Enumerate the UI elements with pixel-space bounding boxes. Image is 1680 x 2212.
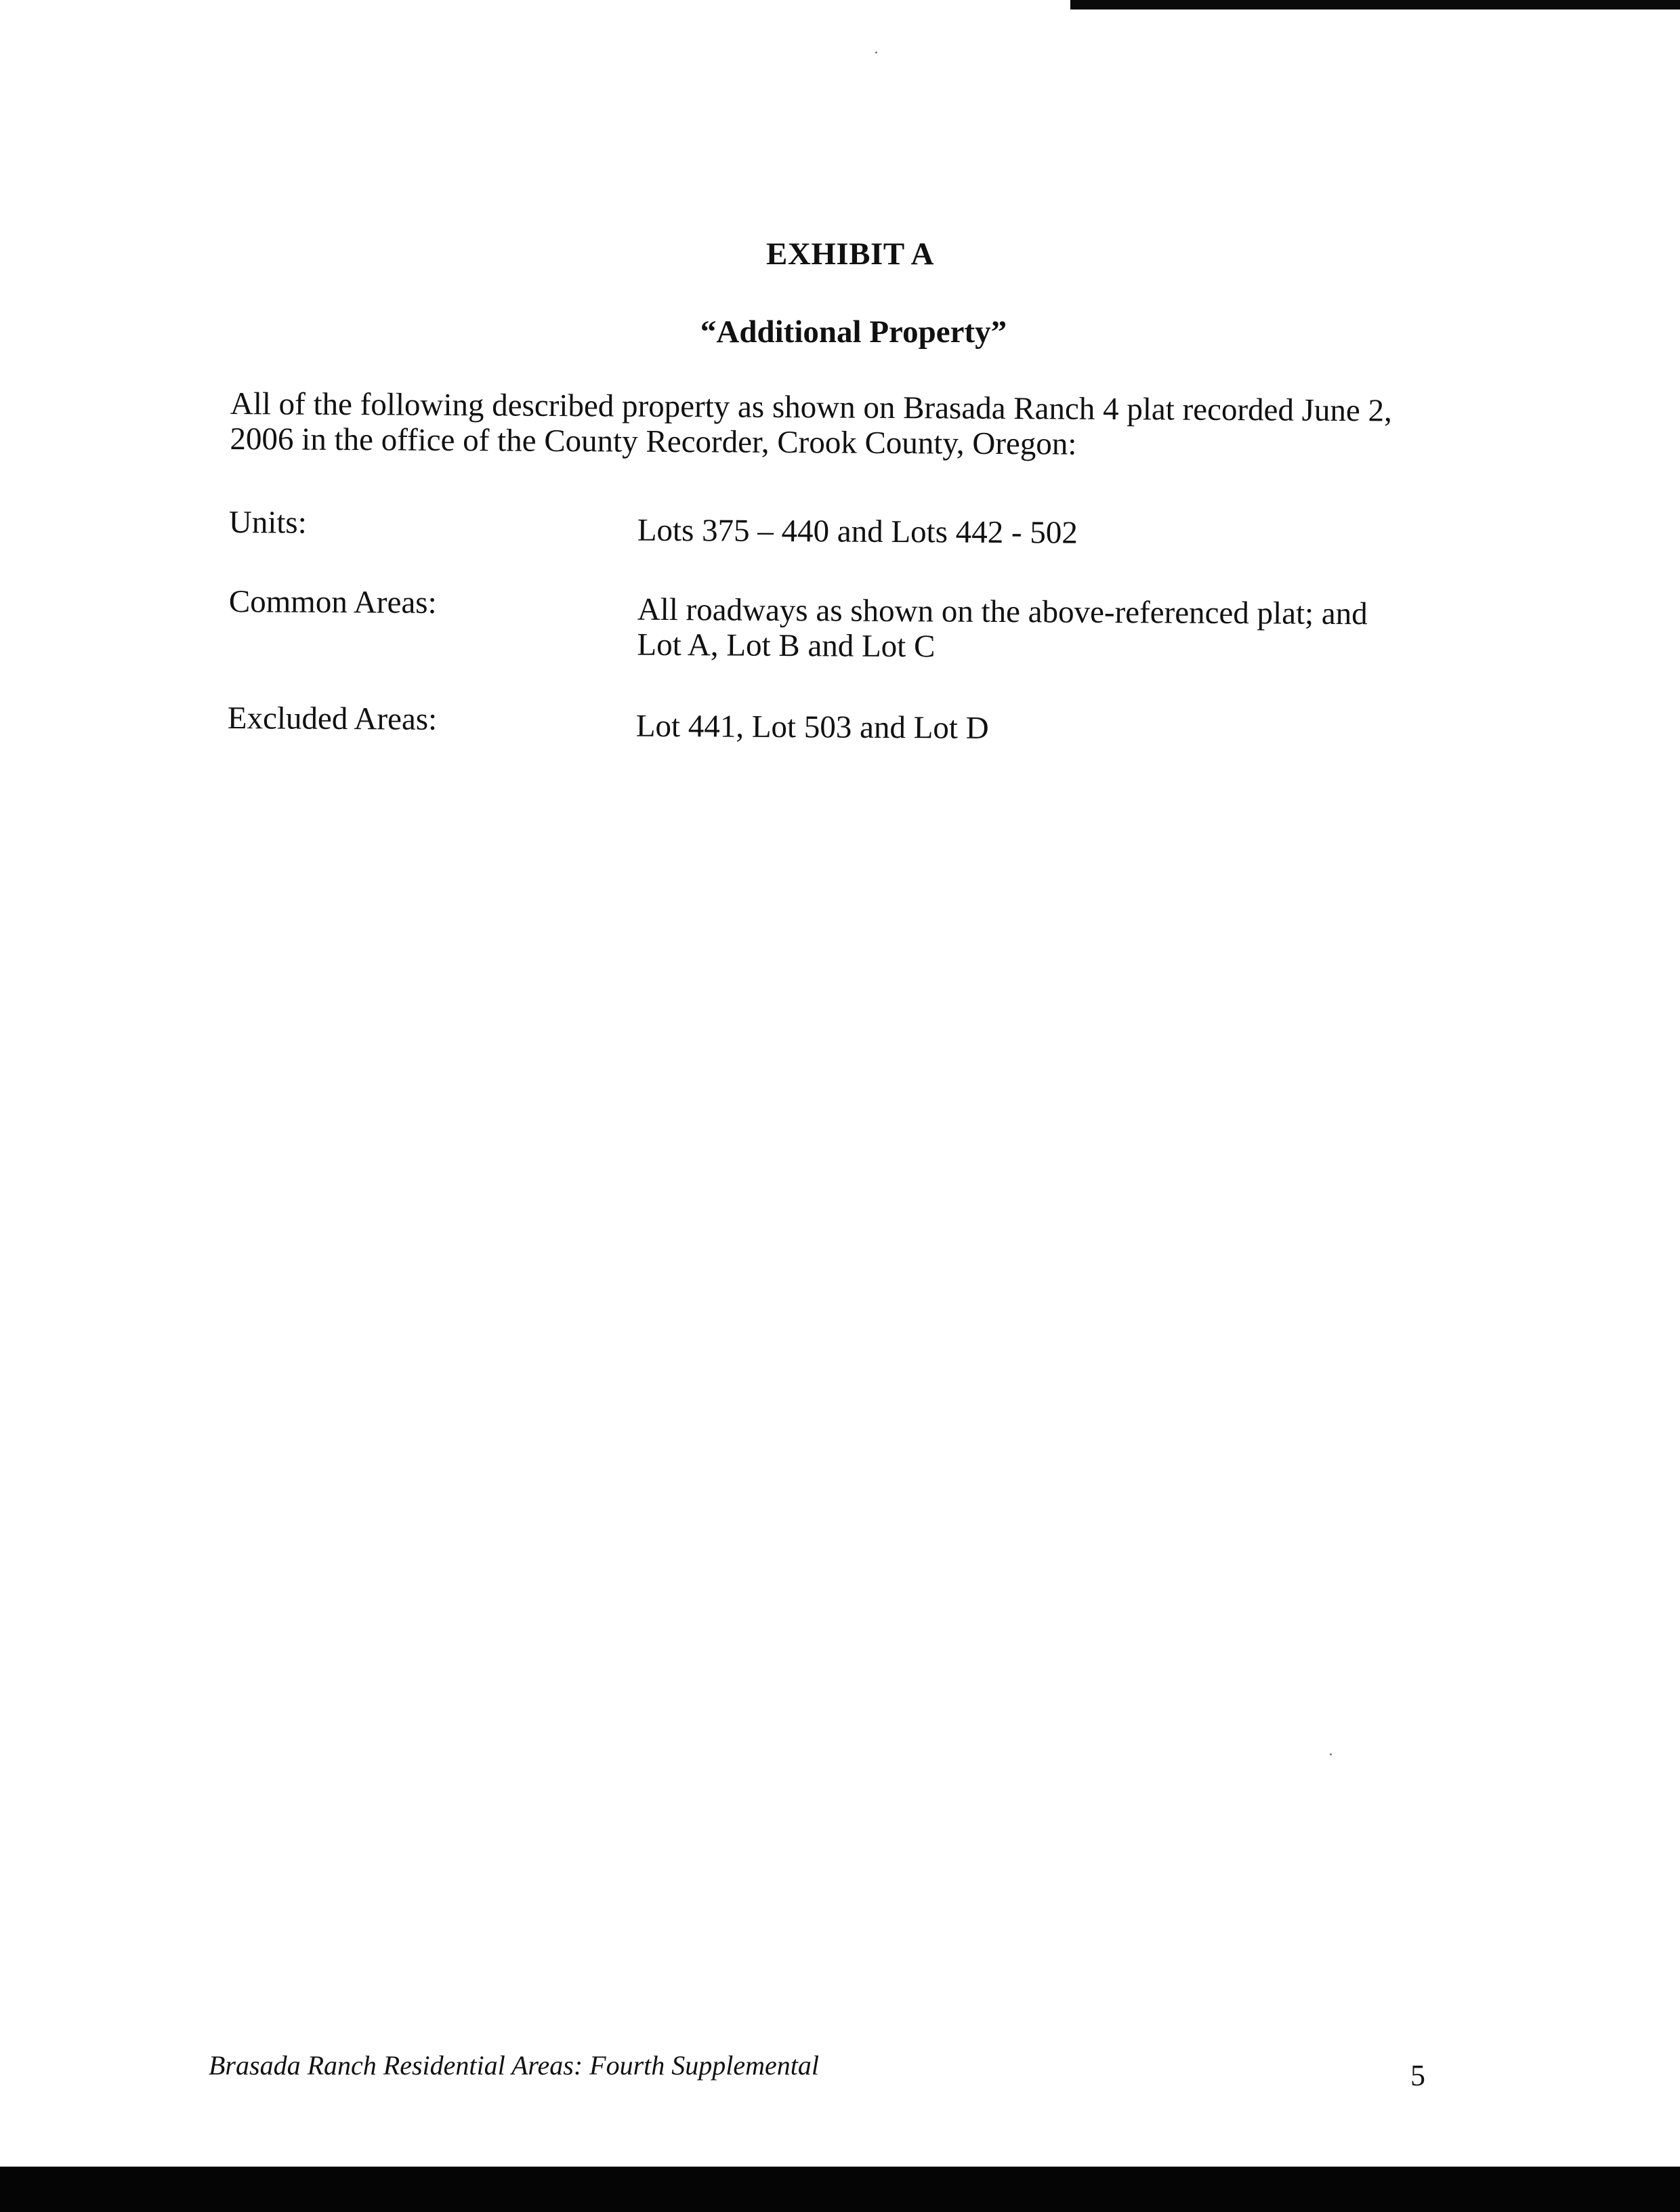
excluded-areas-label: Excluded Areas: bbox=[227, 701, 438, 737]
common-areas-value-line: Lot A, Lot B and Lot C bbox=[637, 627, 936, 665]
exhibit-subtitle: “Additional Property” bbox=[700, 314, 1007, 350]
scan-edge-bottom bbox=[0, 2167, 1680, 2212]
intro-line: 2006 in the office of the County Recorder, Crook County, Oregon: bbox=[230, 421, 1077, 462]
scan-edge-top bbox=[1070, 0, 1680, 9]
common-areas-value-line: All roadways as shown on the above-referenced plat; and bbox=[637, 591, 1368, 632]
common-areas-label: Common Areas: bbox=[228, 584, 437, 621]
units-value bbox=[637, 513, 1078, 551]
units-label: Units: bbox=[228, 505, 307, 541]
intro-line: All of the following described property as shown on Brasada Ranch 4 plat recorded June 2, bbox=[230, 386, 1393, 429]
common-areas-row bbox=[228, 584, 1482, 665]
excluded-areas-value bbox=[636, 709, 989, 746]
document-footer: Brasada Ranch Residential Areas: Fourth Supplemental bbox=[209, 2050, 819, 2081]
excluded-areas-row bbox=[227, 701, 1481, 746]
page-number: 5 bbox=[1410, 2059, 1425, 2092]
excluded-areas-value-line: Lot 441, Lot 503 and Lot D bbox=[635, 708, 989, 746]
exhibit-title: EXHIBIT A bbox=[766, 236, 934, 272]
scan-dust-mark bbox=[1330, 1753, 1332, 1755]
units-row bbox=[228, 505, 1482, 551]
scan-dust-mark bbox=[875, 51, 877, 54]
intro-paragraph bbox=[230, 386, 1484, 464]
common-areas-value bbox=[637, 592, 1368, 667]
units-value-line: Lots 375 – 440 and Lots 442 - 502 bbox=[637, 512, 1078, 551]
